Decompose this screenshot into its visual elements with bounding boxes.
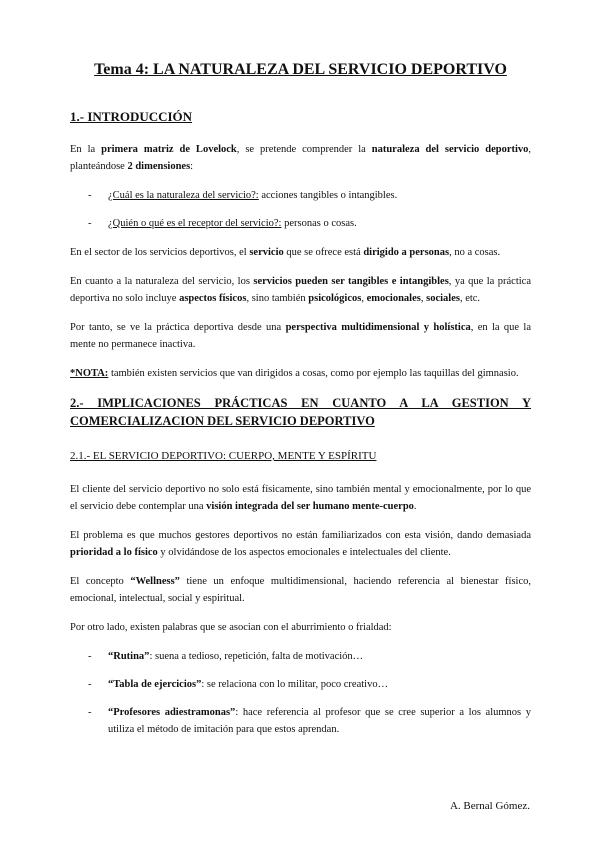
bullet-marker: - xyxy=(88,679,92,690)
text-run: y olvidándose de los aspectos emocionales e intelectuales del cliente. xyxy=(157,547,451,558)
paragraph-nota xyxy=(70,365,531,382)
bullet-marker: - xyxy=(88,651,92,662)
text-run-bold: perspectiva multidimensional y holística xyxy=(285,322,471,333)
text-run: El cliente del servicio deportivo no solo está físicamente, sino también mental y emocionalmente, por lo que el servicio debe contemplar una xyxy=(70,484,531,512)
list-item xyxy=(70,704,531,738)
paragraph-problema xyxy=(70,527,531,561)
text-run-bold: naturaleza del servicio deportivo xyxy=(371,144,529,155)
paragraph-perspectiva xyxy=(70,319,531,353)
list-item xyxy=(70,676,531,693)
paragraph-naturaleza xyxy=(70,273,531,307)
text-run: también existen servicios que van dirigidos a cosas, como por ejemplo las taquillas del gimnasio. xyxy=(108,368,519,379)
bullet-marker: - xyxy=(88,218,92,229)
text-run: , etc. xyxy=(459,293,481,304)
term-bold: “Rutina” xyxy=(108,651,150,662)
section-2-1-heading: 2.1.- EL SERVICIO DEPORTIVO: CUERPO, MENTE Y ESPÍRITU xyxy=(70,450,377,462)
text-run: , se pretende comprender la xyxy=(236,144,372,155)
text-run-bold: “Wellness” xyxy=(130,576,180,587)
text-run: . xyxy=(413,501,417,512)
paragraph-wellness xyxy=(70,573,531,607)
text-run: : suena a tedioso, repetición, falta de motivación… xyxy=(149,651,364,662)
list-item xyxy=(70,187,531,204)
text-run-bold: visión integrada del ser humano mente-cuerpo xyxy=(206,501,414,512)
term-bold: “Tabla de ejercicios” xyxy=(108,679,202,690)
text-run: que se ofrece está xyxy=(283,247,364,258)
section-introduccion xyxy=(70,108,531,382)
text-run: El concepto xyxy=(70,576,131,587)
section-2-heading: 2.- IMPLICACIONES PRÁCTICAS EN CUANTO A LA GESTION Y COMERCIALIZACION DEL SERVICIO DEPORTIVO xyxy=(70,396,531,428)
text-run-bold: emocionales xyxy=(366,293,421,304)
section-implicaciones xyxy=(70,394,531,738)
list-item-text xyxy=(108,676,531,693)
text-run-bold: 2 dimensiones xyxy=(127,161,191,172)
list-item-text xyxy=(108,648,531,665)
text-run: , xyxy=(420,293,427,304)
text-run: , ya que la práctica deportiva no solo incluye xyxy=(70,276,531,304)
section-1-heading: 1.- INTRODUCCIÓN xyxy=(70,109,193,124)
text-run-bold: prioridad a lo físico xyxy=(70,547,158,558)
nota-label: *NOTA: xyxy=(70,368,109,379)
underlined-question: ¿Cuál es la naturaleza del servicio?: xyxy=(108,190,259,201)
text-run-bold: servicios pueden ser tangibles e intangibles xyxy=(253,276,449,287)
text-run: , xyxy=(361,293,367,304)
text-run: , sino también xyxy=(246,293,309,304)
text-run: , no a cosas. xyxy=(449,247,501,258)
list-item xyxy=(70,215,531,232)
list-item xyxy=(70,648,531,665)
dimensions-list xyxy=(70,187,531,232)
text-run: acciones tangibles o intangibles. xyxy=(258,190,398,201)
text-run: En el sector de los servicios deportivos, el xyxy=(70,247,250,258)
text-run: Por tanto, se ve la práctica deportiva desde una xyxy=(70,322,286,333)
paragraph-palabras: Por otro lado, existen palabras que se asocian con el aburrimiento o frialdad: xyxy=(70,622,392,633)
text-run: , en la que la mente no permanece inactiva. xyxy=(70,322,531,350)
text-run: : se relaciona con lo militar, poco creativo… xyxy=(201,679,389,690)
list-item-text xyxy=(108,215,531,232)
page-title: Tema 4: LA NATURALEZA DEL SERVICIO DEPORTIVO xyxy=(94,61,507,78)
text-run: personas o cosas. xyxy=(281,218,357,229)
list-item-text xyxy=(108,704,531,738)
text-run: En la xyxy=(70,144,102,155)
term-bold: “Profesores adiestramonas” xyxy=(108,707,236,718)
text-run-bold: primera matriz de Lovelock xyxy=(101,144,237,155)
underlined-question: ¿Quién o qué es el receptor del servicio?: xyxy=(108,218,282,229)
text-run: : hace referencia al profesor que se cree superior a los alumnos y utiliza el método de imitación para que estos aprendan. xyxy=(108,707,531,735)
paragraph-cliente xyxy=(70,481,531,515)
bullet-marker: - xyxy=(88,707,92,718)
text-run: tiene un enfoque multidimensional, haciendo referencia al bienestar físico, emocional, intelectual, social y espiritual. xyxy=(70,576,531,604)
text-run-bold: psicológicos xyxy=(308,293,362,304)
paragraph-lovelock xyxy=(70,141,531,175)
palabras-list xyxy=(70,648,531,738)
author-signature: A. Bernal Gómez. xyxy=(449,800,530,812)
text-run-bold: sociales xyxy=(426,293,460,304)
text-run: El problema es que muchos gestores deportivos no están familiarizados con esta visión, dando demasiada xyxy=(70,530,531,541)
text-run-bold: servicio xyxy=(249,247,284,258)
bullet-marker: - xyxy=(88,190,92,201)
list-item-text xyxy=(108,187,531,204)
text-run: : xyxy=(190,161,194,172)
text-run-bold: dirigido a personas xyxy=(363,247,450,258)
text-run-bold: aspectos físicos xyxy=(179,293,247,304)
text-run: En cuanto a la naturaleza del servicio, los xyxy=(70,276,254,287)
paragraph-sector xyxy=(70,244,531,261)
text-run: , planteándose xyxy=(70,144,532,172)
